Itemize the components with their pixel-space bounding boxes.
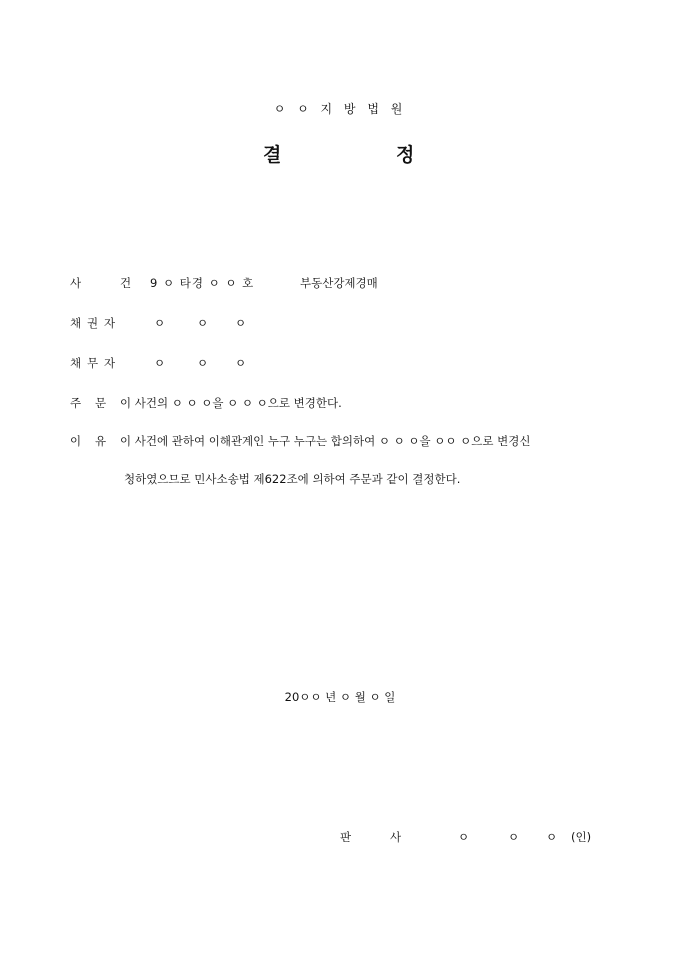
- title-char-2: 정: [396, 144, 415, 166]
- reason-text-line2: 청하였으므로 민사소송법 제622조에 의하여 주문과 같이 결정한다.: [124, 472, 461, 486]
- judge-name-2: ㅇ: [508, 830, 520, 844]
- reason-text-line1: 이 사건에 관하여 이해관계인 누구 누구는 합의하여 ㅇ ㅇ ㅇ을 ㅇㅇ ㅇ으로 변경신: [120, 434, 531, 448]
- order-label: 주 문: [70, 396, 107, 410]
- judge-label-1: 판: [340, 830, 352, 844]
- case-row: [70, 275, 378, 291]
- debtor-row: [70, 355, 246, 371]
- judge-name-1: ㅇ: [458, 830, 470, 844]
- judge-label-2: 사: [390, 830, 402, 844]
- reason-label: 이 유: [70, 434, 107, 448]
- order-text: 이 사건의 ㅇ ㅇ ㅇ을 ㅇ ㅇ ㅇ으로 변경한다.: [120, 396, 342, 410]
- reason-row: [70, 433, 530, 449]
- debtor-name: ㅇ ㅇ ㅇ: [154, 356, 247, 370]
- creditor-label: 채 권 자: [70, 316, 116, 330]
- judge-name-3: ㅇ: [546, 830, 558, 844]
- debtor-label: 채 무 자: [70, 356, 116, 370]
- case-number: 9 ㅇ 타경 ㅇ ㅇ 호: [150, 276, 255, 290]
- order-row: [70, 395, 342, 411]
- creditor-row: [70, 315, 246, 331]
- court-name: ㅇ ㅇ 지 방 법 원: [273, 102, 407, 116]
- creditor-name: ㅇ ㅇ ㅇ: [154, 316, 247, 330]
- title-char-1: 결: [263, 144, 282, 166]
- decision-date: 20ㅇㅇ 년 ㅇ 월 ㅇ 일: [284, 690, 396, 704]
- case-label: 사 건: [70, 276, 132, 290]
- case-name: 부동산강제경매: [300, 276, 378, 290]
- judge-seal: (인): [571, 830, 592, 844]
